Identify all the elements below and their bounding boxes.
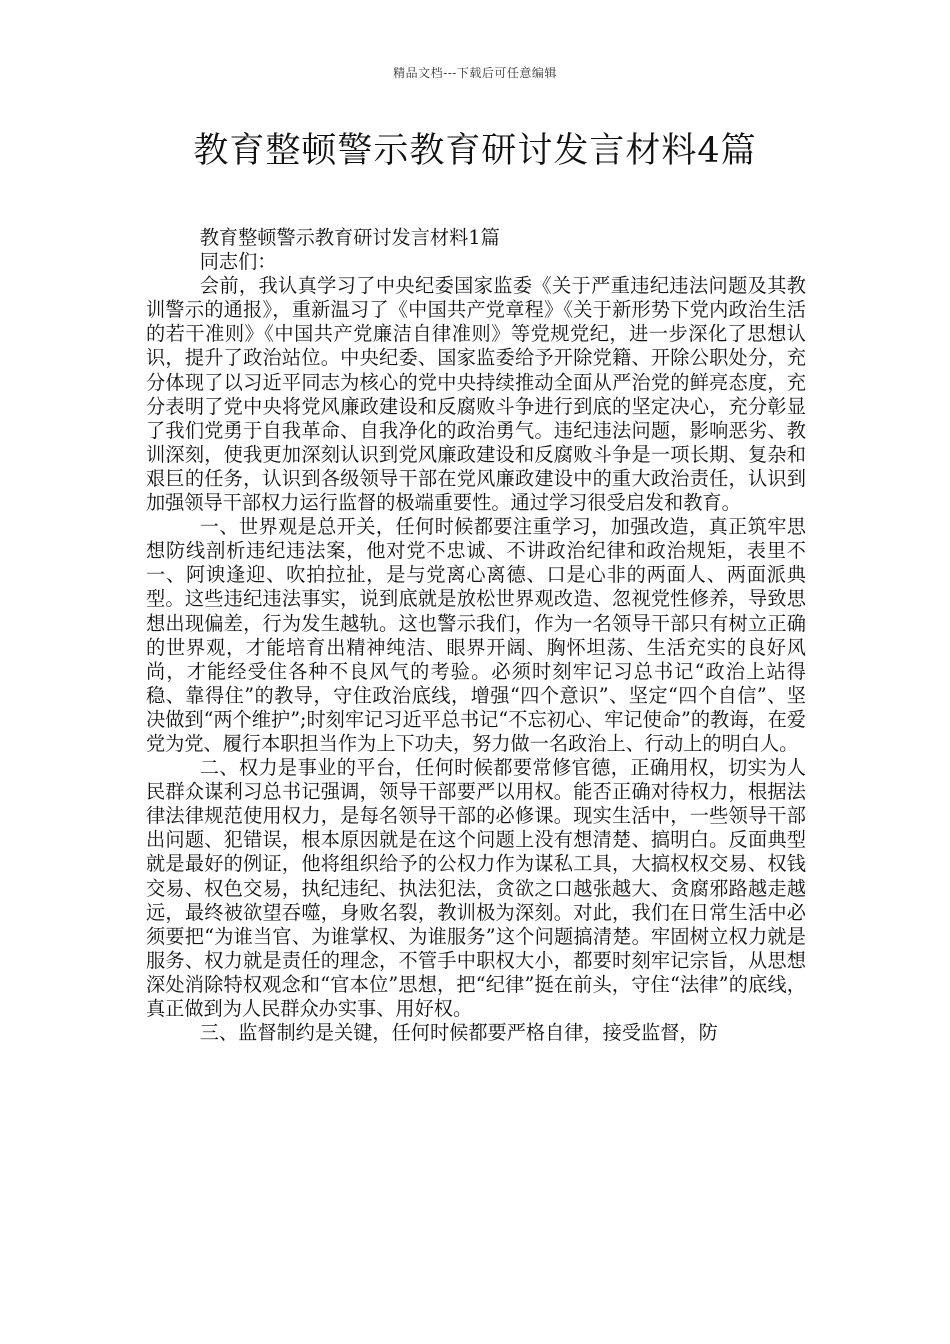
header-note: 精品文档---下载后可任意编辑 [393, 66, 557, 80]
paragraph-supervision: 三、监督制约是关键，任何时候都要严格自律，接受监督，防 [199, 1021, 718, 1045]
section-subtitle: 教育整顿警示教育研讨发言材料1篇 [199, 226, 500, 249]
paragraph-intro: 会前，我认真学习了中央纪委国家监委《关于严重违纪违法问题及其教训警示的通报》，重新温习了《中国共产党章程》《关于新形势下党内政治生活的若干准则》《中国共产党廉洁自律准则》等党规党纪，进一步深化了思想认识，提升了政治站位。中央纪委、国家监委给予开除党籍、开除公职处分，充分体现了以习近平同志为核心的党中央持续推动全面从严治党的鲜亮态度，充分表明了党中央将党风廉政建设和反腐败斗争进行到底的坚定决心，充分彰显了我们党勇于自我革命、自我净化的政治勇气。违纪违法问题，影响恶劣、教训深刻，使我更加深刻认识到党风廉政建设和反腐败斗争是一项长期、复杂和艰巨的任务，认识到各级领导干部在党风廉政建设中的重大政治责任，认识到加强领导干部权力运行监督的极端重要性。通过学习很受启发和教育。 [146, 274, 806, 515]
paragraph-worldview: 一、世界观是总开关，任何时候都要注重学习，加强改造，真正筑牢思想防线剖析违纪违法案，他对党不忠诚、不讲政治纪律和政治规矩，表里不一、阿谀逢迎、吹拍拉扯，是与党离心离德、口是心非的两面人、两面派典型。这些违纪违法事实，说到底就是放松世界观改造、忽视党性修养，导致思想出现偏差，行为发生越轨。这也警示我们，作为一名领导干部只有树立正确的世界观，才能培育出精神纯洁、眼界开阔、胸怀坦荡、生活充实的良好风尚，才能经受住各种不良风气的考验。必须时刻牢记习总书记“政治上站得稳、靠得住”的教导，守住政治底线，增强“四个意识”、坚定“四个自信”、坚决做到“两个维护”;时刻牢记习近平总书记“不忘初心、牢记使命”的教诲，在爱党为党、履行本职担当作为上下功夫，努力做一名政治上、行动上的明白人。 [146, 515, 806, 755]
document-body [146, 226, 806, 1045]
document-title: 教育整顿警示教育研讨发言材料4篇 [193, 131, 757, 171]
salutation: 同志们： [199, 250, 277, 274]
paragraph-power: 二、权力是事业的平台，任何时候都要常修官德，正确用权，切实为人民群众谋利习总书记强调，领导干部要严以用权。能否正确对待权力，根据法律法律规范使用权力，是每名领导干部的必修课。现实生活中，一些领导干部出问题、犯错误，根本原因就是在这个问题上没有想清楚、搞明白。反面典型就是最好的例证，他将组织给予的公权力作为谋私工具，大搞权权交易、权钱交易、权色交易，执纪违纪、执法犯法，贪欲之口越张越大、贪腐邪路越走越远，最终被欲望吞噬，身败名裂，教训极为深刻。对此，我们在日常生活中必须要把“为谁当官、为谁掌权、为谁服务”这个问题搞清楚。牢固树立权力就是服务、权力就是责任的理念，不管手中职权大小，都要时刻牢记宗旨，从思想深处消除特权观念和“官本位”思想，把“纪律”挺在前头，守住“法律”的底线，真正做到为人民群众办实事、用好权。 [146, 756, 806, 1020]
